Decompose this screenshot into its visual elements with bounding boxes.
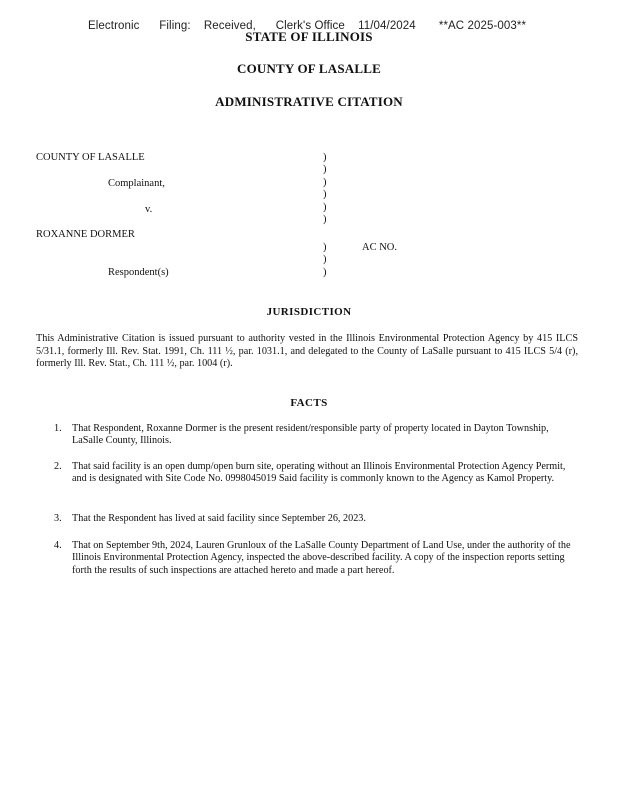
- caption-paren: ): [323, 266, 327, 278]
- caption-paren: ): [323, 201, 327, 213]
- caption-ac-number: AC NO.: [362, 242, 398, 253]
- caption-respondent-role: Respondent(s): [108, 267, 169, 278]
- filing-received: Received,: [203, 20, 256, 32]
- fact-number: 4.: [54, 540, 62, 551]
- fact-number: 3.: [54, 513, 62, 524]
- filing-docket: **AC 2025-003**: [438, 20, 527, 32]
- caption-versus: v.: [145, 204, 153, 215]
- caption-paren: ): [323, 214, 327, 226]
- fact-text: That said facility is an open dump/open burn site, operating without an Illinois Environmental Protection Agency Permit, and is designated with Site Code No. 0998045019 Said facility is commonly known to the Agency as Kamol Property.: [72, 461, 566, 485]
- caption-complainant-name: COUNTY OF LASALLE: [36, 152, 145, 163]
- fact-number: 1.: [54, 423, 62, 434]
- caption-paren-column-bottom: [323, 242, 327, 279]
- caption-paren-column-top: [323, 152, 327, 226]
- caption-respondent-name: ROXANNE DORMER: [36, 229, 135, 240]
- caption-paren: ): [323, 176, 327, 188]
- facts-heading: FACTS: [290, 397, 328, 409]
- fact-number: 2.: [54, 461, 62, 472]
- header-state: STATE OF ILLINOIS: [245, 29, 373, 44]
- caption-paren: ): [323, 242, 327, 253]
- fact-text: That the Respondent has lived at said facility since September 26, 2023.: [72, 513, 366, 524]
- caption-paren: ): [323, 189, 327, 201]
- filing-office: Clerk's Office: [275, 20, 345, 32]
- jurisdiction-text: This Administrative Citation is issued pursuant to authority vested in the Illinois Environmental Protection Agency by 415 ILCS 5/31.1, formerly Ill. Rev. Stat. 1991, Ch. 111 ½, par. 1031.1, and delegated to the County of LaSalle pursuant to 415 ILCS 5/4 (r), formerly Ill. Rev. Stat., Ch. 111 ½, par. 1004 (r).: [36, 333, 578, 370]
- caption-complainant-role: Complainant,: [108, 178, 165, 189]
- fact-text: That Respondent, Roxanne Dormer is the present resident/responsible party of property located in Dayton Township, LaSalle County, Illinois.: [72, 423, 549, 447]
- header-county: COUNTY OF LASALLE: [236, 61, 381, 76]
- caption-paren: ): [323, 254, 327, 266]
- filing-electronic: Electronic: [88, 20, 140, 32]
- fact-text: That on September 9th, 2024, Lauren Grunloux of the LaSalle County Department of Land Use, under the authority of the Illinois Environmental Protection Agency, inspected the above-described facility. A copy of the inspection reports setting forth the results of such inspections are attached hereto and made a part hereof.: [72, 540, 571, 576]
- filing-date: 11/04/2024: [358, 20, 416, 32]
- caption-paren: ): [323, 164, 327, 176]
- jurisdiction-heading: JURISDICTION: [266, 306, 352, 318]
- header-title: ADMINISTRATIVE CITATION: [215, 94, 403, 109]
- filing-label: Filing:: [159, 20, 191, 32]
- caption-paren: ): [323, 152, 327, 163]
